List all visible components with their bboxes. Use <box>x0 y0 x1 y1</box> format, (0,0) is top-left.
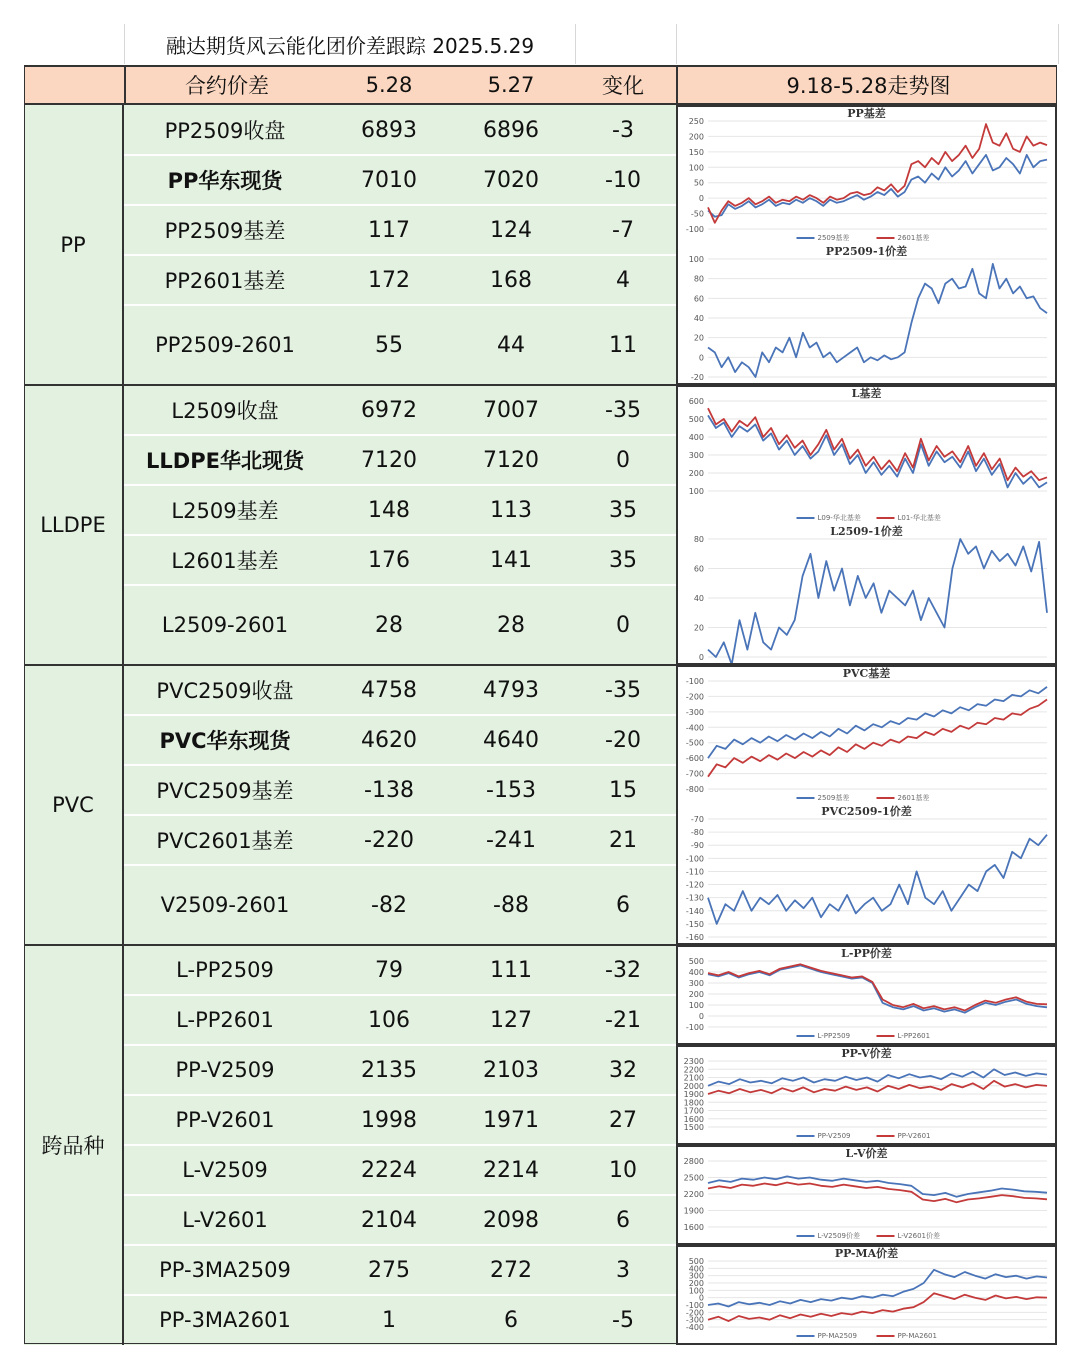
y-tick-label: 1900 <box>683 1206 704 1216</box>
value-d2: -88 <box>493 892 529 918</box>
value-change: 0 <box>616 612 630 638</box>
value-d2: 113 <box>490 497 532 523</box>
value-d1: -138 <box>364 777 414 803</box>
table-row[interactable] <box>124 585 676 665</box>
y-tick-label: -200 <box>685 1308 704 1318</box>
row-divider <box>124 1144 676 1146</box>
series-line-1 <box>708 124 1047 223</box>
value-change: -32 <box>605 957 641 983</box>
value-change: -35 <box>605 677 641 703</box>
line-chart <box>678 387 1055 525</box>
legend-label: L09-华北基差 <box>817 514 861 522</box>
y-tick-label: 40 <box>693 594 704 603</box>
table-row[interactable] <box>124 105 676 155</box>
value-d2: 7007 <box>483 397 539 423</box>
table-row[interactable] <box>124 815 676 865</box>
table-row[interactable] <box>124 1195 676 1245</box>
series-line-0 <box>708 155 1047 217</box>
y-tick-label: 60 <box>693 564 704 574</box>
y-tick-label: 2800 <box>683 1157 704 1166</box>
legend-label: L01-华北基差 <box>897 514 941 522</box>
y-tick-label: -400 <box>685 723 704 733</box>
chart-title: PP2509-1价差 <box>825 245 908 258</box>
header-date1: 5.28 <box>365 73 413 97</box>
table-row[interactable] <box>124 995 676 1045</box>
value-d2: 4640 <box>483 727 539 753</box>
chart-title: L-PP价差 <box>841 947 892 960</box>
value-d2: 7120 <box>483 447 539 473</box>
value-d1: 1 <box>382 1307 396 1333</box>
row-divider <box>124 304 676 306</box>
value-change: -7 <box>612 217 634 243</box>
value-change: -10 <box>605 167 641 193</box>
value-d2: 2103 <box>483 1057 539 1083</box>
value-change: 4 <box>616 267 630 293</box>
spread-table <box>24 24 1057 1344</box>
y-tick-label: 200 <box>688 469 704 478</box>
value-change: 35 <box>609 547 637 573</box>
table-row[interactable] <box>124 945 676 995</box>
y-tick-label: -100 <box>685 225 704 234</box>
value-d2: 7020 <box>483 167 539 193</box>
value-d1: -220 <box>364 827 414 853</box>
value-d1: 79 <box>375 957 403 983</box>
page-title: 融达期货风云能化团价差跟踪 2025.5.29 <box>124 24 576 64</box>
contract-name: L2509收盘 <box>171 399 279 423</box>
y-tick-label: 2200 <box>683 1065 704 1075</box>
chart-panel <box>676 1045 1057 1145</box>
table-row[interactable] <box>124 715 676 765</box>
line-chart <box>678 805 1055 943</box>
group-label-0: PP <box>24 105 124 385</box>
value-d2: 127 <box>490 1007 532 1033</box>
y-tick-label: 2200 <box>683 1190 704 1199</box>
y-tick-label: -110 <box>685 867 704 877</box>
y-tick-label: 2000 <box>683 1081 704 1091</box>
legend-label: 2601基差 <box>897 794 930 802</box>
row-divider <box>124 254 676 256</box>
contract-name: LLDPE华北现货 <box>146 449 304 473</box>
contract-name: PP2509收盘 <box>164 119 286 143</box>
y-tick-label: -80 <box>690 828 704 838</box>
line-chart <box>678 1147 1055 1243</box>
table-row[interactable] <box>124 1295 676 1345</box>
row-divider <box>124 154 676 156</box>
chart-title: L-V价差 <box>845 1147 888 1160</box>
y-tick-label: 20 <box>693 623 704 633</box>
value-d2: 272 <box>490 1257 532 1283</box>
legend-label: 2509基差 <box>817 794 850 802</box>
y-tick-label: 500 <box>688 415 704 424</box>
y-tick-label: 1600 <box>683 1223 704 1232</box>
row-divider <box>124 204 676 206</box>
y-tick-label: -300 <box>685 1315 704 1325</box>
value-d2: 124 <box>490 217 532 243</box>
line-chart <box>678 1047 1055 1143</box>
y-tick-label: 200 <box>688 990 704 999</box>
series-line-0 <box>708 687 1047 758</box>
group-label-2: PVC <box>24 665 124 945</box>
y-tick-label: -50 <box>690 209 704 219</box>
value-change: 0 <box>616 447 630 473</box>
legend-label: PP-MA2509 <box>817 1332 857 1340</box>
value-d1: -82 <box>371 892 407 918</box>
table-row[interactable] <box>124 255 676 305</box>
value-change: 10 <box>609 1157 637 1183</box>
y-tick-label: 0 <box>698 194 704 204</box>
row-divider <box>124 864 676 866</box>
y-tick-label: 100 <box>688 1001 704 1010</box>
value-change: 15 <box>609 777 637 803</box>
table-row[interactable] <box>124 865 676 945</box>
y-tick-label: 1800 <box>683 1098 704 1108</box>
row-divider <box>124 584 676 586</box>
value-d2: 6 <box>504 1307 518 1333</box>
header-trend: 9.18-5.28走势图 <box>676 67 1059 103</box>
y-tick-label: -160 <box>685 933 704 942</box>
value-d2: 2098 <box>483 1207 539 1233</box>
y-tick-label: 300 <box>688 1271 704 1281</box>
table-row[interactable] <box>124 765 676 815</box>
y-tick-label: -300 <box>685 707 704 717</box>
y-tick-label: -150 <box>685 919 704 929</box>
legend-label: L-V2601价差 <box>897 1232 940 1240</box>
value-d1: 148 <box>368 497 410 523</box>
y-tick-label: -400 <box>685 1323 704 1332</box>
value-change: 21 <box>609 827 637 853</box>
y-tick-label: 400 <box>688 1264 704 1274</box>
y-tick-label: -500 <box>685 738 704 748</box>
value-change: 11 <box>609 332 637 358</box>
y-tick-label: 80 <box>693 535 704 544</box>
value-change: -20 <box>605 727 641 753</box>
chart-title: PP基差 <box>847 107 886 120</box>
value-d1: 6893 <box>361 117 417 143</box>
contract-name: PP-3MA2601 <box>159 1308 291 1332</box>
contract-name: PP华东现货 <box>167 169 283 193</box>
value-d2: 28 <box>497 612 525 638</box>
value-d1: 6972 <box>361 397 417 423</box>
y-tick-label: 100 <box>688 487 704 496</box>
value-change: -35 <box>605 397 641 423</box>
contract-name: PP-V2601 <box>175 1108 275 1132</box>
series-line-1 <box>708 964 1047 1010</box>
line-chart <box>678 107 1055 245</box>
line-chart <box>678 947 1055 1043</box>
value-d2: -241 <box>486 827 536 853</box>
chart-title: PVC2509-1价差 <box>821 805 912 818</box>
contract-name: L-V2601 <box>182 1208 268 1232</box>
row-divider <box>124 1044 676 1046</box>
legend-label: L-V2509价差 <box>817 1232 860 1240</box>
value-d2: 168 <box>490 267 532 293</box>
line-chart <box>678 1247 1055 1343</box>
line-chart <box>678 245 1055 383</box>
y-tick-label: 200 <box>688 1279 704 1288</box>
table-row[interactable] <box>124 385 676 435</box>
value-d1: 117 <box>368 217 410 243</box>
y-tick-label: 0 <box>698 653 704 662</box>
value-d1: 2135 <box>361 1057 417 1083</box>
y-tick-label: 0 <box>698 1293 704 1303</box>
group-label-1: LLDPE <box>24 385 124 665</box>
contract-name: PVC2509基差 <box>156 779 294 803</box>
y-tick-label: 0 <box>698 353 704 363</box>
table-row[interactable] <box>124 665 676 715</box>
header-contract: 合约价差 <box>124 67 328 103</box>
y-tick-label: 500 <box>688 1257 704 1266</box>
chart-title: PP-MA价差 <box>834 1247 899 1260</box>
value-d1: 176 <box>368 547 410 573</box>
y-tick-label: 50 <box>693 178 704 188</box>
row-divider <box>124 814 676 816</box>
value-change: -21 <box>605 1007 641 1033</box>
chart-title: L基差 <box>851 387 882 400</box>
contract-name: PVC2601基差 <box>156 829 294 853</box>
contract-name: PP-V2509 <box>175 1058 275 1082</box>
row-divider <box>124 434 676 436</box>
value-d1: 4620 <box>361 727 417 753</box>
value-d1: 275 <box>368 1257 410 1283</box>
value-d1: 2104 <box>361 1207 417 1233</box>
y-tick-label: 0 <box>698 1012 704 1021</box>
y-tick-label: 1500 <box>683 1123 704 1132</box>
contract-name: V2509-2601 <box>160 893 290 917</box>
contract-name: L2601基差 <box>171 549 279 573</box>
title-right-cell <box>676 24 1059 64</box>
legend-label: L-PP2601 <box>897 1032 931 1040</box>
y-tick-label: 40 <box>693 314 704 323</box>
table-row[interactable] <box>124 205 676 255</box>
row-divider <box>124 994 676 996</box>
value-d2: 2214 <box>483 1157 539 1183</box>
value-change: -3 <box>612 117 634 143</box>
y-tick-label: -100 <box>685 1301 704 1310</box>
y-tick-label: 1700 <box>683 1106 704 1116</box>
value-d2: 1971 <box>483 1107 539 1133</box>
row-divider <box>124 764 676 766</box>
chart-panel <box>676 945 1057 1045</box>
table-row[interactable] <box>124 1095 676 1145</box>
y-tick-label: -70 <box>690 815 704 824</box>
y-tick-label: -130 <box>685 893 704 903</box>
contract-name: L-V2509 <box>182 1158 268 1182</box>
contract-name: L-PP2601 <box>176 1008 274 1032</box>
contract-name: PVC华东现货 <box>159 729 291 753</box>
row-divider <box>124 1094 676 1096</box>
y-tick-label: -100 <box>685 1023 704 1032</box>
table-header <box>24 65 1057 105</box>
row-divider <box>124 714 676 716</box>
row-divider <box>124 1244 676 1246</box>
value-d2: 6896 <box>483 117 539 143</box>
value-d1: 7120 <box>361 447 417 473</box>
y-tick-label: -140 <box>685 906 704 916</box>
value-change: 6 <box>616 892 630 918</box>
value-change: 32 <box>609 1057 637 1083</box>
group-divider <box>24 944 676 946</box>
value-d1: 106 <box>368 1007 410 1033</box>
chart-title: PP-V价差 <box>841 1047 892 1060</box>
legend-label: 2509基差 <box>817 234 850 242</box>
chart-title: L2509-1价差 <box>830 525 903 538</box>
value-change: 27 <box>609 1107 637 1133</box>
y-tick-label: -600 <box>685 754 704 764</box>
table-row[interactable] <box>124 305 676 385</box>
y-tick-label: 100 <box>688 163 704 173</box>
contract-name: PP2509-2601 <box>155 333 295 357</box>
series-line-0 <box>708 264 1047 377</box>
y-tick-label: 400 <box>688 433 704 442</box>
row-divider <box>124 534 676 536</box>
y-tick-label: -700 <box>685 769 704 779</box>
value-d1: 7010 <box>361 167 417 193</box>
y-tick-label: 150 <box>688 147 704 157</box>
legend-label: L-PP2509 <box>817 1032 851 1040</box>
value-d1: 172 <box>368 267 410 293</box>
chart-panel <box>676 665 1057 945</box>
y-tick-label: -90 <box>690 841 704 851</box>
title-row <box>24 24 1057 64</box>
y-tick-label: 250 <box>688 117 704 126</box>
line-chart <box>678 667 1055 805</box>
y-tick-label: 400 <box>688 968 704 977</box>
chart-panel <box>676 1245 1057 1345</box>
chart-panel <box>676 105 1057 385</box>
contract-name: PP-3MA2509 <box>159 1258 291 1282</box>
table-row[interactable] <box>124 535 676 585</box>
table-row[interactable] <box>124 485 676 535</box>
contract-name: PVC2509收盘 <box>156 679 294 703</box>
group-label-3: 跨品种 <box>24 945 124 1345</box>
y-tick-label: -120 <box>685 880 704 890</box>
table-row[interactable] <box>124 155 676 205</box>
value-d2: -153 <box>486 777 536 803</box>
table-row[interactable] <box>124 1145 676 1195</box>
contract-name: PP2509基差 <box>164 219 286 243</box>
table-row[interactable] <box>124 1045 676 1095</box>
y-tick-label: -800 <box>685 785 704 794</box>
row-divider <box>124 484 676 486</box>
y-tick-label: 100 <box>688 1286 704 1296</box>
y-tick-label: 60 <box>693 294 704 304</box>
y-tick-label: 200 <box>688 132 704 142</box>
legend-label: PP-MA2601 <box>897 1332 937 1340</box>
header-change: 变化 <box>602 74 644 98</box>
legend-label: PP-V2601 <box>897 1132 931 1140</box>
y-tick-label: 300 <box>688 451 704 460</box>
value-change: -5 <box>612 1307 634 1333</box>
y-tick-label: 600 <box>688 397 704 406</box>
row-divider <box>124 1294 676 1296</box>
y-tick-label: 1900 <box>683 1090 704 1099</box>
series-line-1 <box>708 1183 1047 1203</box>
legend-label: PP-V2509 <box>817 1132 851 1140</box>
y-tick-label: -100 <box>685 677 704 686</box>
value-d1: 1998 <box>361 1107 417 1133</box>
y-tick-label: 2300 <box>683 1057 704 1066</box>
value-d2: 4793 <box>483 677 539 703</box>
chart-panel <box>676 1145 1057 1245</box>
series-line-0 <box>708 539 1047 663</box>
value-change: 3 <box>616 1257 630 1283</box>
group-divider <box>24 664 676 666</box>
value-d1: 2224 <box>361 1157 417 1183</box>
y-tick-label: 500 <box>688 957 704 966</box>
legend-label: 2601基差 <box>897 234 930 242</box>
contract-name: L2509-2601 <box>161 613 289 637</box>
value-change: 35 <box>609 497 637 523</box>
y-tick-label: 1600 <box>683 1114 704 1124</box>
y-tick-label: 2500 <box>683 1173 704 1183</box>
line-chart <box>678 525 1055 663</box>
value-d2: 141 <box>490 547 532 573</box>
group-divider <box>24 384 676 386</box>
chart-title: PVC基差 <box>842 667 891 680</box>
header-date2: 5.27 <box>487 73 535 97</box>
y-tick-label: -200 <box>685 692 704 702</box>
table-row[interactable] <box>124 1245 676 1295</box>
row-divider <box>124 1194 676 1196</box>
contract-name: PP2601基差 <box>164 269 286 293</box>
value-d2: 111 <box>490 957 532 983</box>
series-line-1 <box>708 1081 1047 1094</box>
y-tick-label: 100 <box>688 255 704 264</box>
value-d2: 44 <box>497 332 525 358</box>
y-tick-label: -100 <box>685 854 704 864</box>
value-change: 6 <box>616 1207 630 1233</box>
y-tick-label: -20 <box>690 373 704 382</box>
y-tick-label: 300 <box>688 979 704 988</box>
series-line-1 <box>708 700 1047 777</box>
value-d1: 55 <box>375 332 403 358</box>
contract-name: L-PP2509 <box>176 958 274 982</box>
contract-name: L2509基差 <box>171 499 279 523</box>
y-tick-label: 20 <box>693 333 704 343</box>
y-tick-label: 2100 <box>683 1073 704 1083</box>
chart-panel <box>676 385 1057 665</box>
y-tick-label: 80 <box>693 274 704 284</box>
value-d1: 4758 <box>361 677 417 703</box>
value-d1: 28 <box>375 612 403 638</box>
table-row[interactable] <box>124 435 676 485</box>
